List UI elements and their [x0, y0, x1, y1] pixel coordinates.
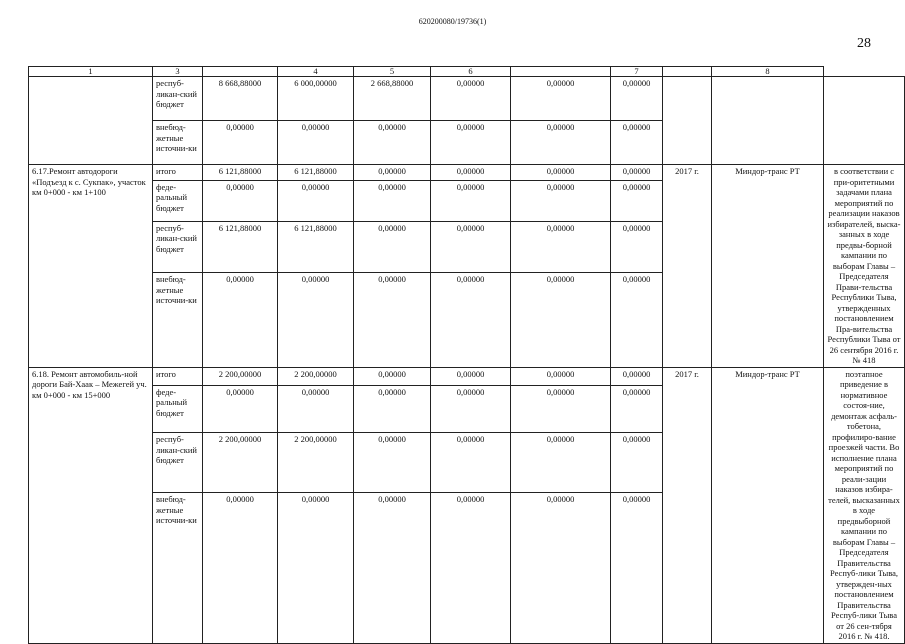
amount-cell: 0,00000 — [203, 180, 278, 221]
amount-cell: 0,00000 — [278, 180, 354, 221]
amount-cell: 0,00000 — [354, 493, 431, 643]
amount-cell: 2 200,00000 — [203, 433, 278, 493]
executor-cell: Миндор-транс РТ — [712, 165, 824, 368]
amount-cell: 2 200,00000 — [203, 367, 278, 385]
amount-cell: 0,00000 — [511, 77, 611, 121]
document-number: 620200080/19736(1) — [418, 17, 487, 26]
funding-source: внебюд-жетные источни-ки — [153, 121, 203, 165]
funding-source: респуб-ликан-ский бюджет — [153, 221, 203, 273]
year-cell: 2017 г. — [663, 367, 712, 643]
table-row — [29, 77, 905, 121]
amount-cell: 0,00000 — [278, 493, 354, 643]
header-cell: 1 — [29, 67, 153, 77]
amount-cell: 0,00000 — [354, 180, 431, 221]
amount-cell: 0,00000 — [511, 221, 611, 273]
header-cell: 4 — [278, 67, 354, 77]
amount-cell: 0,00000 — [431, 121, 511, 165]
amount-cell: 0,00000 — [611, 221, 663, 273]
amount-cell: 0,00000 — [278, 385, 354, 432]
amount-cell: 0,00000 — [511, 165, 611, 181]
amount-cell: 0,00000 — [611, 121, 663, 165]
funding-source: внебюд-жетные источни-ки — [153, 273, 203, 367]
amount-cell: 0,00000 — [203, 493, 278, 643]
amount-cell: 2 200,00000 — [278, 367, 354, 385]
amount-cell: 0,00000 — [431, 367, 511, 385]
item-name-cell — [29, 77, 153, 165]
amount-cell: 0,00000 — [431, 385, 511, 432]
amount-cell: 0,00000 — [611, 433, 663, 493]
amount-cell: 2 200,00000 — [278, 433, 354, 493]
note-cell — [824, 77, 905, 165]
funding-source: внебюд-жетные источни-ки — [153, 493, 203, 643]
amount-cell: 6 121,88000 — [278, 165, 354, 181]
amount-cell: 0,00000 — [431, 493, 511, 643]
amount-cell: 6 121,88000 — [203, 165, 278, 181]
page-number: 28 — [857, 36, 871, 51]
amount-cell: 0,00000 — [511, 180, 611, 221]
header-row — [29, 67, 905, 77]
amount-cell: 0,00000 — [431, 77, 511, 121]
amount-cell: 0,00000 — [278, 273, 354, 367]
year-cell — [663, 77, 712, 165]
amount-cell: 6 121,88000 — [278, 221, 354, 273]
executor-cell — [712, 77, 824, 165]
funding-source: респуб-ликан-ский бюджет — [153, 433, 203, 493]
amount-cell: 0,00000 — [611, 77, 663, 121]
amount-cell: 8 668,88000 — [203, 77, 278, 121]
amount-cell: 0,00000 — [511, 367, 611, 385]
amount-cell: 0,00000 — [431, 180, 511, 221]
funding-source: итого — [153, 165, 203, 181]
amount-cell: 0,00000 — [431, 221, 511, 273]
table-row — [29, 367, 905, 385]
executor-cell: Миндор-транс РТ — [712, 367, 824, 643]
amount-cell: 0,00000 — [203, 273, 278, 367]
funding-source: респуб-ликан-ский бюджет — [153, 77, 203, 121]
amount-cell: 0,00000 — [354, 165, 431, 181]
year-cell: 2017 г. — [663, 165, 712, 368]
amount-cell: 0,00000 — [431, 273, 511, 367]
header-cell: 7 — [611, 67, 663, 77]
amount-cell: 0,00000 — [611, 180, 663, 221]
funding-source: итого — [153, 367, 203, 385]
item-name: 6.18. Ремонт автомобиль-ной дороги Бай-Хаак – Межегей уч. км 0+000 - км 15+000 — [29, 367, 153, 643]
header-cell: 5 — [354, 67, 431, 77]
amount-cell: 0,00000 — [611, 367, 663, 385]
header-cell — [203, 67, 278, 77]
budget-table — [28, 66, 905, 644]
amount-cell: 0,00000 — [511, 433, 611, 493]
amount-cell: 0,00000 — [431, 165, 511, 181]
funding-source: феде-ральный бюджет — [153, 180, 203, 221]
funding-source: феде-ральный бюджет — [153, 385, 203, 432]
amount-cell: 0,00000 — [354, 367, 431, 385]
amount-cell: 0,00000 — [611, 493, 663, 643]
amount-cell: 0,00000 — [511, 273, 611, 367]
header-cell: 8 — [712, 67, 824, 77]
header-cell — [511, 67, 611, 77]
amount-cell: 0,00000 — [511, 493, 611, 643]
amount-cell: 0,00000 — [511, 121, 611, 165]
item-name: 6.17.Ремонт автодороги «Подъезд к с. Сукпак», участок км 0+000 - км 1+100 — [29, 165, 153, 368]
amount-cell: 0,00000 — [354, 385, 431, 432]
amount-cell: 0,00000 — [611, 385, 663, 432]
amount-cell: 0,00000 — [611, 273, 663, 367]
amount-cell: 6 000,00000 — [278, 77, 354, 121]
header-cell — [663, 67, 712, 77]
amount-cell: 0,00000 — [511, 385, 611, 432]
amount-cell: 2 668,88000 — [354, 77, 431, 121]
amount-cell: 6 121,88000 — [203, 221, 278, 273]
amount-cell: 0,00000 — [354, 221, 431, 273]
table-row — [29, 165, 905, 181]
amount-cell: 0,00000 — [354, 273, 431, 367]
amount-cell: 0,00000 — [431, 433, 511, 493]
amount-cell: 0,00000 — [203, 385, 278, 432]
amount-cell: 0,00000 — [203, 121, 278, 165]
amount-cell: 0,00000 — [354, 121, 431, 165]
amount-cell: 0,00000 — [611, 165, 663, 181]
note-cell: в соответствии с при-оритетными задачами плана мероприятий по реализации наказов избирателей, выска-занных в ходе предвы-борной кампании по выборам Главы – Председателя Прави-тельства Республики Тыва, утвержденных постановлением Пра-вительства Республики Тыва от 26 сентября 2016 г. № 418 — [824, 165, 905, 368]
amount-cell: 0,00000 — [354, 433, 431, 493]
header-cell: 3 — [153, 67, 203, 77]
note-cell: поэтапное приведение в нормативное состоя-ние, демонтаж асфаль-тобетона, профилиро-вание проезжей части. Во исполнение плана мероприятий по реали-зации наказов избира-телей, высказанных в ходе предвыборной кампании по выборам Главы – Председателя Правительства Респуб-лики Тыва, утвержден-ных постановлением Правительства Респуб-лики Тыва от 26 сен-тября 2016 г. № 418. — [824, 367, 905, 643]
header-cell: 6 — [431, 67, 511, 77]
amount-cell: 0,00000 — [278, 121, 354, 165]
